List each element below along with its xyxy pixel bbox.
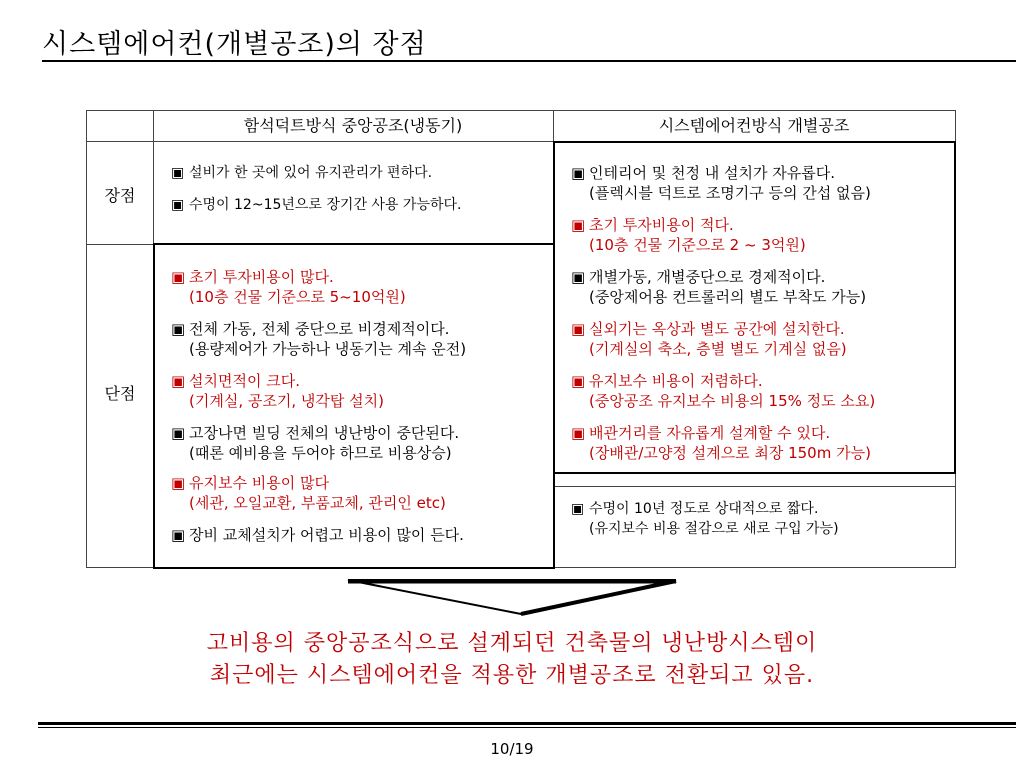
list-item: ▣ 인테리어 및 천정 내 설치가 자유롭다. (플렉시블 덕트로 조명기구 등의 간섭 없음): [571, 164, 871, 202]
bullet-icon: ▣: [571, 501, 585, 517]
row-label-advantages: 장점: [104, 186, 136, 205]
bullet-icon: ▣: [171, 526, 186, 544]
list-item: ▣ 설비가 한 곳에 있어 유지관리가 편하다.: [171, 165, 433, 181]
bullet-icon: ▣: [571, 424, 586, 442]
column-header-individual: 시스템에어컨방식 개별공조: [658, 116, 850, 135]
table-divider: [553, 486, 955, 487]
list-item: ▣ 유지보수 비용이 많다 (세관, 오일교환, 부품교체, 관리인 etc): [171, 474, 446, 512]
list-item: ▣ 수명이 10년 정도로 상대적으로 짧다. (유지보수 비용 절감으로 새로 구입 가능): [571, 501, 839, 537]
list-item: ▣ 개별가동, 개별중단으로 경제적이다. (중앙제어용 컨트롤러의 별도 부착도 가능): [571, 268, 867, 306]
bullet-icon: ▣: [571, 164, 586, 182]
bullet-icon: ▣: [171, 372, 186, 390]
bullet-icon: ▣: [571, 372, 586, 390]
list-item: ▣ 초기 투자비용이 적다. (10층 건물 기준으로 2 ~ 3억원): [571, 216, 806, 254]
list-item: ▣ 실외기는 옥상과 별도 공간에 설치한다. (기계실의 축소, 층별 별도 기계실 없음): [571, 320, 847, 358]
page-title: 시스템에어컨(개별공조)의 장점: [42, 29, 427, 60]
bullet-icon: ▣: [571, 268, 586, 286]
list-item: ▣ 수명이 12~15년으로 장기간 사용 가능하다.: [171, 197, 462, 213]
bullet-icon: ▣: [171, 320, 186, 338]
bullet-icon: ▣: [571, 320, 586, 338]
down-arrow-icon: [346, 578, 678, 618]
conclusion-line-2: 최근에는 시스템에어컨을 적용한 개별공조로 전환되고 있음.: [209, 663, 815, 688]
bullet-icon: ▣: [171, 165, 185, 181]
footer-rule: [38, 722, 1016, 725]
column-header-central: 함석덕트방식 중앙공조(냉동기): [243, 116, 463, 135]
row-label-disadvantages: 단점: [104, 384, 136, 403]
list-item: ▣ 배관거리를 자유롭게 설계할 수 있다. (장배관/고양정 설계으로 최장 150m 가능): [571, 424, 871, 462]
comparison-table: [86, 110, 956, 568]
bullet-icon: ▣: [571, 216, 586, 234]
list-item: ▣ 유지보수 비용이 저렴하다. (중앙공조 유지보수 비용의 15% 정도 소요): [571, 372, 876, 410]
list-item: ▣ 초기 투자비용이 많다. (10층 건물 기준으로 5~10억원): [171, 268, 406, 306]
list-item: ▣ 고장나면 빌딩 전체의 냉난방이 중단된다. (때론 예비용을 두어야 하므로 비용상승): [171, 424, 460, 462]
page-number: 10/19: [490, 740, 534, 758]
table-divider: [87, 141, 153, 142]
bullet-icon: ▣: [171, 268, 186, 286]
conclusion-line-1: 고비용의 중앙공조식으로 설계되던 건축물의 냉난방시스템이: [206, 631, 818, 656]
list-item: ▣ 전체 가동, 전체 중단으로 비경제적이다. (용량제어가 가능하나 냉동기는 계속 운전): [171, 320, 467, 358]
footer-rule: [38, 727, 1016, 728]
bullet-icon: ▣: [171, 424, 186, 442]
list-item: ▣ 장비 교체설치가 어렵고 비용이 많이 든다.: [171, 526, 464, 544]
list-item: ▣ 설치면적이 크다. (기계실, 공조기, 냉각탑 설치): [171, 372, 384, 410]
title-underline: [42, 60, 1016, 62]
bullet-icon: ▣: [171, 474, 186, 492]
bullet-icon: ▣: [171, 197, 185, 213]
